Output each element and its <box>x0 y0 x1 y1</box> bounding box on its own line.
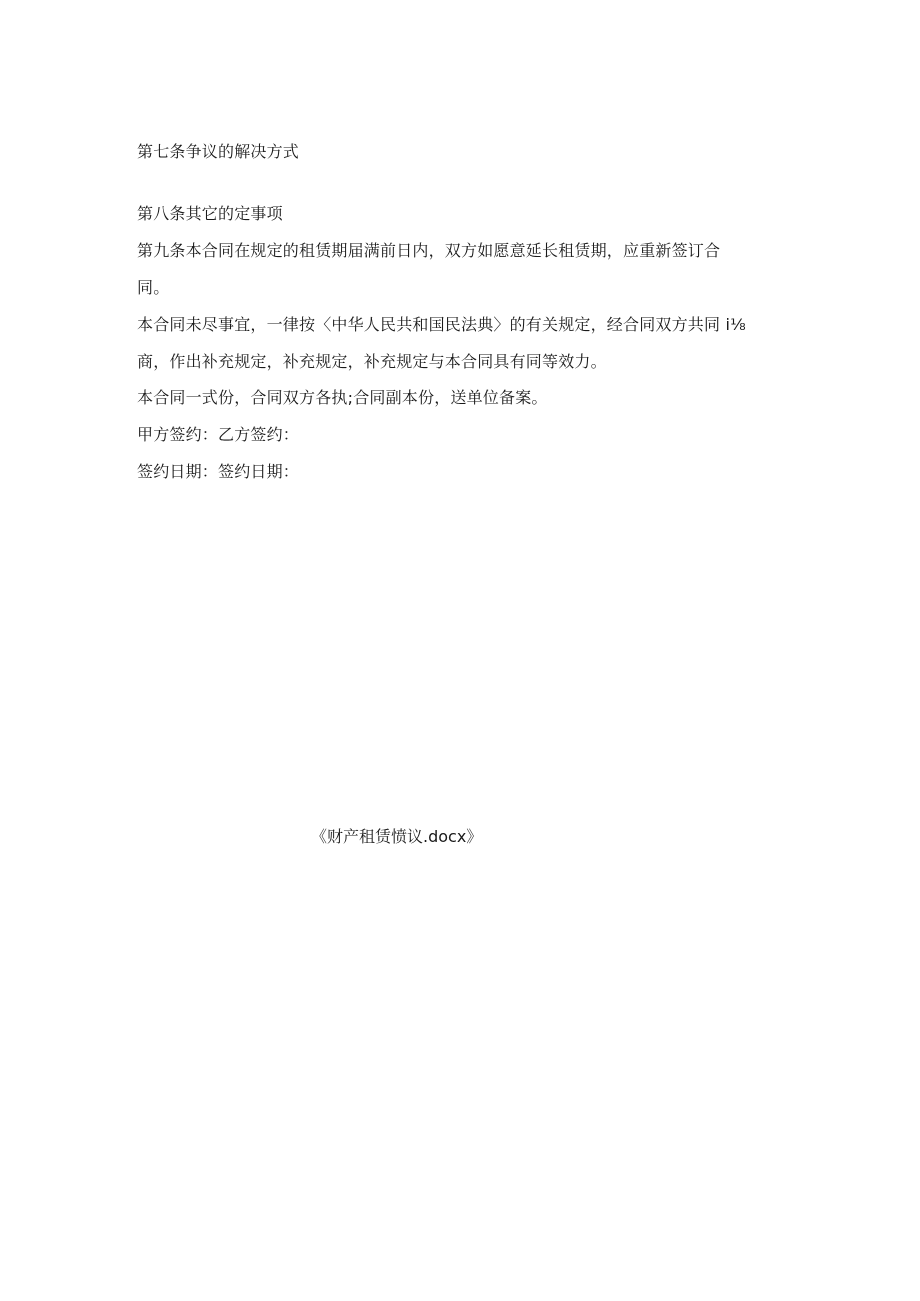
copies-clause-text: 本合同一式份，合同双方各执;合同副本份，送单位备案。 <box>137 388 548 407</box>
signature-line: 甲方签约：乙方签约： <box>137 425 300 444</box>
article-7-heading: 第七条争议的解决方式 <box>137 142 300 161</box>
article-9-text: 第九条本合同在规定的租赁期届满前日内，双方如愿意延长租赁期，应重新签订合 <box>137 241 721 260</box>
document-filename-footer: 《财产租赁愤议.docx》 <box>311 827 483 846</box>
signing-date-line: 签约日期：签约日期： <box>137 462 300 481</box>
article-9-text-continued: 同。 <box>137 278 170 297</box>
article-8-heading: 第八条其它的定事项 <box>137 204 283 223</box>
supplementary-clause-text: 本合同未尽事宜，一律按〈中华人民共和国民法典〉的有关规定，经合同双方共同 i⅛ <box>137 315 746 334</box>
supplementary-clause-text-continued: 商，作出补充规定，补充规定，补充规定与本合同具有同等效力。 <box>137 352 607 371</box>
